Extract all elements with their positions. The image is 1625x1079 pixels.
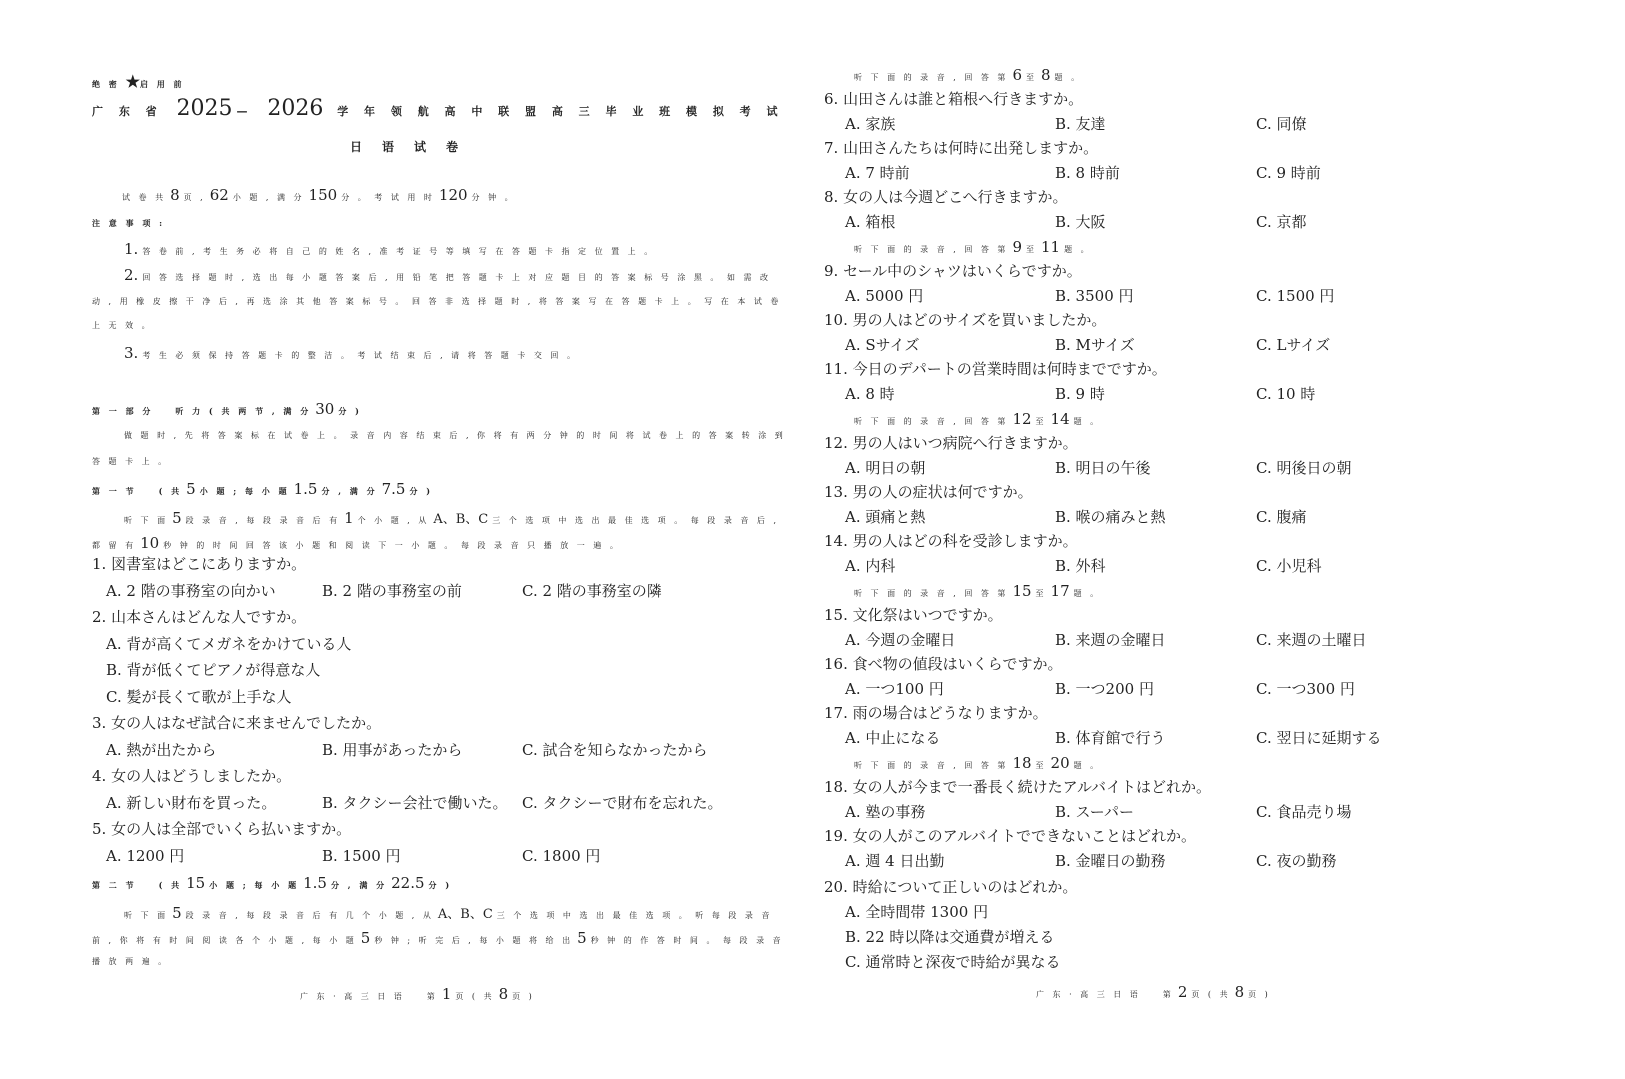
desc-num: 5	[172, 509, 182, 527]
section-1-heading	[92, 480, 433, 498]
option-a: A. 5000 円	[845, 286, 924, 305]
exam-page-2	[812, 0, 1625, 1079]
info-pages: 8	[170, 186, 180, 204]
q3-option-b: B. 用事があったから	[322, 741, 463, 759]
question-item: 6. 山田さんは誰と箱根へ行きますか。	[824, 90, 1084, 108]
question-item: 14. 男の人はどの科を受診しますか。	[824, 532, 1078, 550]
desc-num: 5	[360, 929, 371, 947]
intro-from: 12	[1012, 410, 1032, 428]
desc-text: 听 下 面	[124, 911, 169, 920]
option-b: B. 明日の午後	[1055, 458, 1151, 477]
title-year-start: 2025	[176, 96, 233, 121]
q2-option-b: B. 背が低くてピアノが得意な人	[106, 661, 321, 679]
question-4: 4. 女の人はどうしましたか。	[92, 767, 292, 785]
option-c: C. 小児科	[1256, 556, 1322, 575]
part-1-end: 分 )	[338, 406, 362, 416]
intro-text: 至	[1025, 245, 1037, 254]
intro-text: 至	[1035, 761, 1047, 770]
title-rest: 学 年 领 航 高 中 联 盟 高 三 毕 业 班 模 拟 考 试	[337, 105, 784, 118]
option-c: C. 10 時	[1256, 384, 1316, 403]
footer-text: 页 )	[1248, 990, 1271, 999]
option-b: B. 体育館で行う	[1055, 728, 1166, 747]
option-a: A. Sサイズ	[845, 335, 920, 354]
desc-text: 段 录 音 , 每 段 录 音 后 有 几 个 小 题 , 从	[185, 911, 434, 920]
q3-option-a: A. 熱が出たから	[106, 741, 217, 759]
star-icon: ★	[125, 72, 140, 91]
option-b: B. 喉の痛みと熱	[1055, 507, 1166, 526]
note-number: 2.	[124, 266, 139, 284]
question-item: 11. 今日のデパートの営業時間は何時までですか。	[824, 360, 1167, 378]
sec-text: 第 二 节 ( 共	[92, 880, 183, 890]
info-text: 分 钟 。	[471, 193, 516, 202]
title-year-end: 2026	[267, 96, 324, 121]
desc-text: 三 个 选 项 中 选 出 最 佳 选 项 。 听 每 段 录 音	[496, 911, 773, 920]
footer-text: 广 东 · 高 三 日 语 第	[300, 992, 438, 1001]
part-1-heading	[92, 400, 362, 418]
info-text: 分 。 考 试 用 时	[341, 193, 435, 202]
option-b: B. スーパー	[1055, 802, 1135, 821]
desc-text: 三 个 选 项 中 选 出 最 佳 选 项 。 每 段 录 音 后 ,	[492, 516, 780, 525]
note-text: 答 卷 前 , 考 生 务 必 将 自 己 的 姓 名 , 准 考 证 号 等 填 写 在 答 题 卡 指 定 位 置 上 。	[142, 247, 656, 256]
intro-to: 11	[1040, 238, 1061, 256]
section-2-desc-1	[124, 903, 772, 922]
notice-heading: 注 意 事 项 :	[92, 218, 166, 228]
page-footer-2	[1036, 983, 1271, 1001]
option-a: A. 中止になる	[845, 728, 941, 747]
option-a: A. 明日の朝	[845, 458, 926, 477]
exam-info	[122, 186, 516, 204]
question-item: 7. 山田さんたちは何時に出発しますか。	[824, 139, 1099, 157]
desc-text: 听 下 面	[124, 516, 169, 525]
intro-from: 15	[1012, 582, 1032, 600]
footer-text: 页 ( 共	[1191, 990, 1231, 999]
intro-text: 题 。	[1073, 761, 1102, 770]
confidential-text: 绝 密	[92, 79, 120, 89]
option-b: B. 外科	[1055, 556, 1106, 575]
option-a: A. 一つ100 円	[845, 679, 944, 698]
question-2: 2. 山本さんはどんな人ですか。	[92, 608, 307, 626]
page-footer-1	[300, 985, 535, 1003]
question-item: 16. 食べ物の値段はいくらですか。	[824, 655, 1063, 673]
exam-page-1	[0, 0, 812, 1079]
intro-to: 17	[1050, 582, 1070, 600]
option-c: C. 明後日の朝	[1256, 458, 1352, 477]
q20-option-a: A. 全時間帯 1300 円	[845, 903, 989, 921]
option-c: C. 腹痛	[1256, 507, 1307, 526]
desc-text: 都 留 有	[92, 541, 137, 550]
desc-options: A、B、C	[437, 907, 493, 922]
intro-text: 听 下 面 的 录 音 , 回 答 第	[854, 73, 1009, 82]
sec-count: 15	[186, 874, 206, 892]
intro-text: 题 。	[1054, 73, 1083, 82]
q5-option-a: A. 1200 円	[106, 847, 185, 865]
note-number: 3.	[124, 344, 139, 362]
q20-option-b: B. 22 時以降は交通費が増える	[845, 928, 1055, 946]
footer-text: 页 )	[512, 992, 535, 1001]
note-number: 1.	[124, 240, 139, 258]
q1-option-c: C. 2 階の事務室の隣	[522, 582, 662, 600]
option-c: C. 食品売り場	[1256, 802, 1352, 821]
option-b: B. 一つ200 円	[1055, 679, 1154, 698]
desc-num: 5	[577, 929, 587, 947]
desc-text: 段 录 音 , 每 段 录 音 后 有	[185, 516, 341, 525]
q1-option-b: B. 2 階の事務室の前	[322, 582, 462, 600]
option-a: A. 内科	[845, 556, 896, 575]
footer-total: 8	[1234, 983, 1245, 1001]
q4-option-b: B. タクシー会社で働いた。	[322, 794, 508, 812]
confidential-mark	[92, 72, 185, 91]
info-text: 页 ,	[183, 193, 206, 202]
footer-page: 2	[1177, 983, 1188, 1001]
footer-page: 1	[441, 985, 452, 1003]
q4-option-c: C. タクシーで財布を忘れた。	[522, 794, 723, 812]
section-2-heading	[92, 874, 452, 892]
section-2-desc-3: 播 放 两 遍 。	[92, 957, 170, 966]
option-c: C. 9 時前	[1256, 163, 1321, 182]
desc-text: 秒 钟 的 作 答 时 间 。 每 段 录 音	[590, 936, 784, 945]
intro-to: 14	[1050, 410, 1070, 428]
intro-to: 8	[1040, 66, 1051, 84]
group-intro	[854, 410, 1101, 428]
intro-text: 听 下 面 的 录 音 , 回 答 第	[854, 761, 1009, 770]
option-b: B. 大阪	[1055, 212, 1106, 231]
q3-option-c: C. 試合を知らなかったから	[522, 741, 708, 759]
option-a: A. 7 時前	[845, 163, 910, 182]
option-b: B. 友達	[1055, 114, 1106, 133]
intro-text: 听 下 面 的 录 音 , 回 答 第	[854, 417, 1009, 426]
footer-text: 页 ( 共	[455, 992, 495, 1001]
group-intro	[854, 238, 1092, 256]
question-item: 13. 男の人の症状は何ですか。	[824, 483, 1033, 501]
section-2-desc-2	[92, 929, 784, 947]
desc-num: 10	[140, 534, 160, 552]
note-3	[124, 344, 578, 362]
title-province: 广 东 省	[92, 105, 163, 118]
intro-text: 题 。	[1073, 589, 1102, 598]
desc-text: 个 小 题 , 从	[357, 516, 430, 525]
option-b: B. 9 時	[1055, 384, 1105, 403]
sec-text: 小 题 ; 每 小 题	[209, 880, 300, 890]
sec-text: 小 题 ; 每 小 题	[199, 486, 290, 496]
desc-num: 5	[172, 904, 182, 922]
info-time: 120	[438, 186, 468, 204]
sec-points: 1.5	[293, 480, 318, 498]
q1-option-a: A. 2 階の事務室の向かい	[106, 582, 276, 600]
option-c: C. Lサイズ	[1256, 335, 1331, 354]
intro-from: 18	[1012, 754, 1032, 772]
option-a: A. 頭痛と熱	[845, 507, 926, 526]
question-item: 10. 男の人はどのサイズを買いましたか。	[824, 311, 1107, 329]
intro-to: 20	[1050, 754, 1070, 772]
before-use-text: 启 用 前	[139, 79, 185, 89]
q20-option-c: C. 通常時と深夜で時給が異なる	[845, 953, 1061, 971]
intro-text: 至	[1025, 73, 1037, 82]
note-2-line-3: 上 无 效 。	[92, 321, 153, 330]
q5-option-c: C. 1800 円	[522, 847, 601, 865]
option-a: A. 箱根	[845, 212, 896, 231]
option-a: A. 8 時	[845, 384, 895, 403]
q2-option-c: C. 髪が長くて歌が上手な人	[106, 688, 292, 706]
option-c: C. 夜の勤務	[1256, 851, 1337, 870]
part-1-desc-2: 答 题 卡 上 。	[92, 457, 170, 466]
question-1: 1. 図書室はどこにありますか。	[92, 555, 307, 573]
intro-text: 题 。	[1073, 417, 1102, 426]
option-a: A. 塾の事務	[845, 802, 926, 821]
info-items: 62	[209, 186, 229, 204]
footer-text: 广 东 · 高 三 日 语 第	[1036, 990, 1174, 999]
option-c: C. 翌日に延期する	[1256, 728, 1382, 747]
option-b: B. Mサイズ	[1055, 335, 1135, 354]
option-c: C. 来週の土曜日	[1256, 630, 1367, 649]
question-item: 19. 女の人がこのアルバイトでできないことはどれか。	[824, 827, 1196, 845]
desc-options: A、B、C	[433, 512, 489, 527]
note-2	[124, 266, 771, 284]
sec-total: 22.5	[391, 874, 425, 892]
intro-text: 听 下 面 的 录 音 , 回 答 第	[854, 245, 1009, 254]
question-20: 20. 時給について正しいのはどれか。	[824, 878, 1078, 896]
question-item: 9. セール中のシャツはいくらですか。	[824, 262, 1082, 280]
sec-text: 分 , 满 分	[321, 486, 378, 496]
option-b: B. 金曜日の勤務	[1055, 851, 1166, 870]
question-5: 5. 女の人は全部でいくら払いますか。	[92, 820, 352, 838]
desc-text: 秒 钟 的 时 间 回 答 该 小 题 和 阅 读 下 一 小 题 。 每 段 录 音 只 播 放 一 遍 。	[163, 541, 621, 550]
question-item: 18. 女の人が今まで一番長く続けたアルバイトはどれか。	[824, 778, 1211, 796]
option-c: C. 京都	[1256, 212, 1307, 231]
sec-count: 5	[186, 480, 196, 498]
q5-option-b: B. 1500 円	[322, 847, 401, 865]
intro-text: 至	[1035, 417, 1047, 426]
note-text: 回 答 选 择 题 时 , 选 出 每 小 题 答 案 后 , 用 铅 笔 把 答 题 卡 上 对 应 题 目 的 答 案 标 号 涂 黑 。 如 需 改	[142, 273, 772, 282]
option-c: C. 同僚	[1256, 114, 1307, 133]
q2-option-a: A. 背が高くてメガネをかけている人	[106, 635, 352, 653]
part-1-label: 第 一 部 分 听 力 ( 共 两 节 , 满 分	[92, 406, 312, 416]
desc-text: 秒 钟 ; 听 完 后 , 每 小 题 将 给 出	[374, 936, 574, 945]
intro-from: 9	[1012, 238, 1022, 256]
question-item: 8. 女の人は今週どこへ行きますか。	[824, 188, 1068, 206]
part-1-desc-1: 做 题 时 , 先 将 答 案 标 在 试 卷 上 。 录 音 内 容 结 束 后 , 你 将 有 两 分 钟 的 时 间 将 试 卷 上 的 答 案 转 涂 到	[124, 431, 786, 440]
intro-text: 至	[1035, 589, 1047, 598]
sec-text: 分 )	[428, 880, 453, 890]
question-item: 12. 男の人はいつ病院へ行きますか。	[824, 434, 1078, 452]
sec-text: 分 , 满 分	[330, 880, 388, 890]
group-intro	[854, 582, 1101, 600]
option-a: A. 家族	[845, 114, 896, 133]
option-a: A. 週 4 日出勤	[845, 851, 945, 870]
intro-text: 题 。	[1064, 245, 1092, 254]
section-1-desc-1	[124, 508, 779, 527]
sec-total: 7.5	[381, 480, 406, 498]
desc-num: 1	[344, 509, 354, 527]
option-a: A. 今週の金曜日	[845, 630, 956, 649]
sec-text: 第 一 节 ( 共	[92, 486, 183, 496]
note-1	[124, 240, 655, 258]
subject-title: 日 语 试 卷	[349, 140, 462, 154]
intro-from: 6	[1012, 66, 1022, 84]
info-score: 150	[308, 186, 338, 204]
group-intro	[854, 66, 1082, 84]
section-1-desc-2	[92, 534, 621, 552]
group-intro	[854, 754, 1101, 772]
question-item: 15. 文化祭はいつですか。	[824, 606, 1003, 624]
sec-text: 分 )	[409, 486, 434, 496]
sec-points: 1.5	[303, 874, 327, 892]
option-b: B. 3500 円	[1055, 286, 1134, 305]
info-text: 试 卷 共	[122, 193, 167, 202]
desc-text: 前 , 你 将 有 时 间 阅 读 各 个 小 题 , 每 小 题	[92, 936, 357, 945]
question-item: 17. 雨の場合はどうなりますか。	[824, 704, 1048, 722]
title-dash: —	[236, 105, 254, 118]
exam-title	[92, 96, 783, 121]
option-c: C. 1500 円	[1256, 286, 1335, 305]
part-1-score: 30	[315, 400, 335, 418]
note-2-line-2: 动 , 用 橡 皮 擦 干 净 后 , 再 选 涂 其 他 答 案 标 号 。 回 答 非 选 择 题 时 , 将 答 案 写 在 答 题 卡 上 。 写 在 本 试 卷	[92, 297, 782, 306]
option-b: B. 8 時前	[1055, 163, 1120, 182]
note-text: 考 生 必 须 保 持 答 题 卡 的 整 洁 。 考 试 结 束 后 , 请 将 答 题 卡 交 回 。	[142, 351, 578, 360]
info-text: 小 题 , 满 分	[232, 193, 305, 202]
q4-option-a: A. 新しい財布を買った。	[106, 794, 277, 812]
option-b: B. 来週の金曜日	[1055, 630, 1166, 649]
option-c: C. 一つ300 円	[1256, 679, 1355, 698]
footer-total: 8	[498, 985, 509, 1003]
question-3: 3. 女の人はなぜ試合に来ませんでしたか。	[92, 714, 382, 732]
intro-text: 听 下 面 的 录 音 , 回 答 第	[854, 589, 1009, 598]
